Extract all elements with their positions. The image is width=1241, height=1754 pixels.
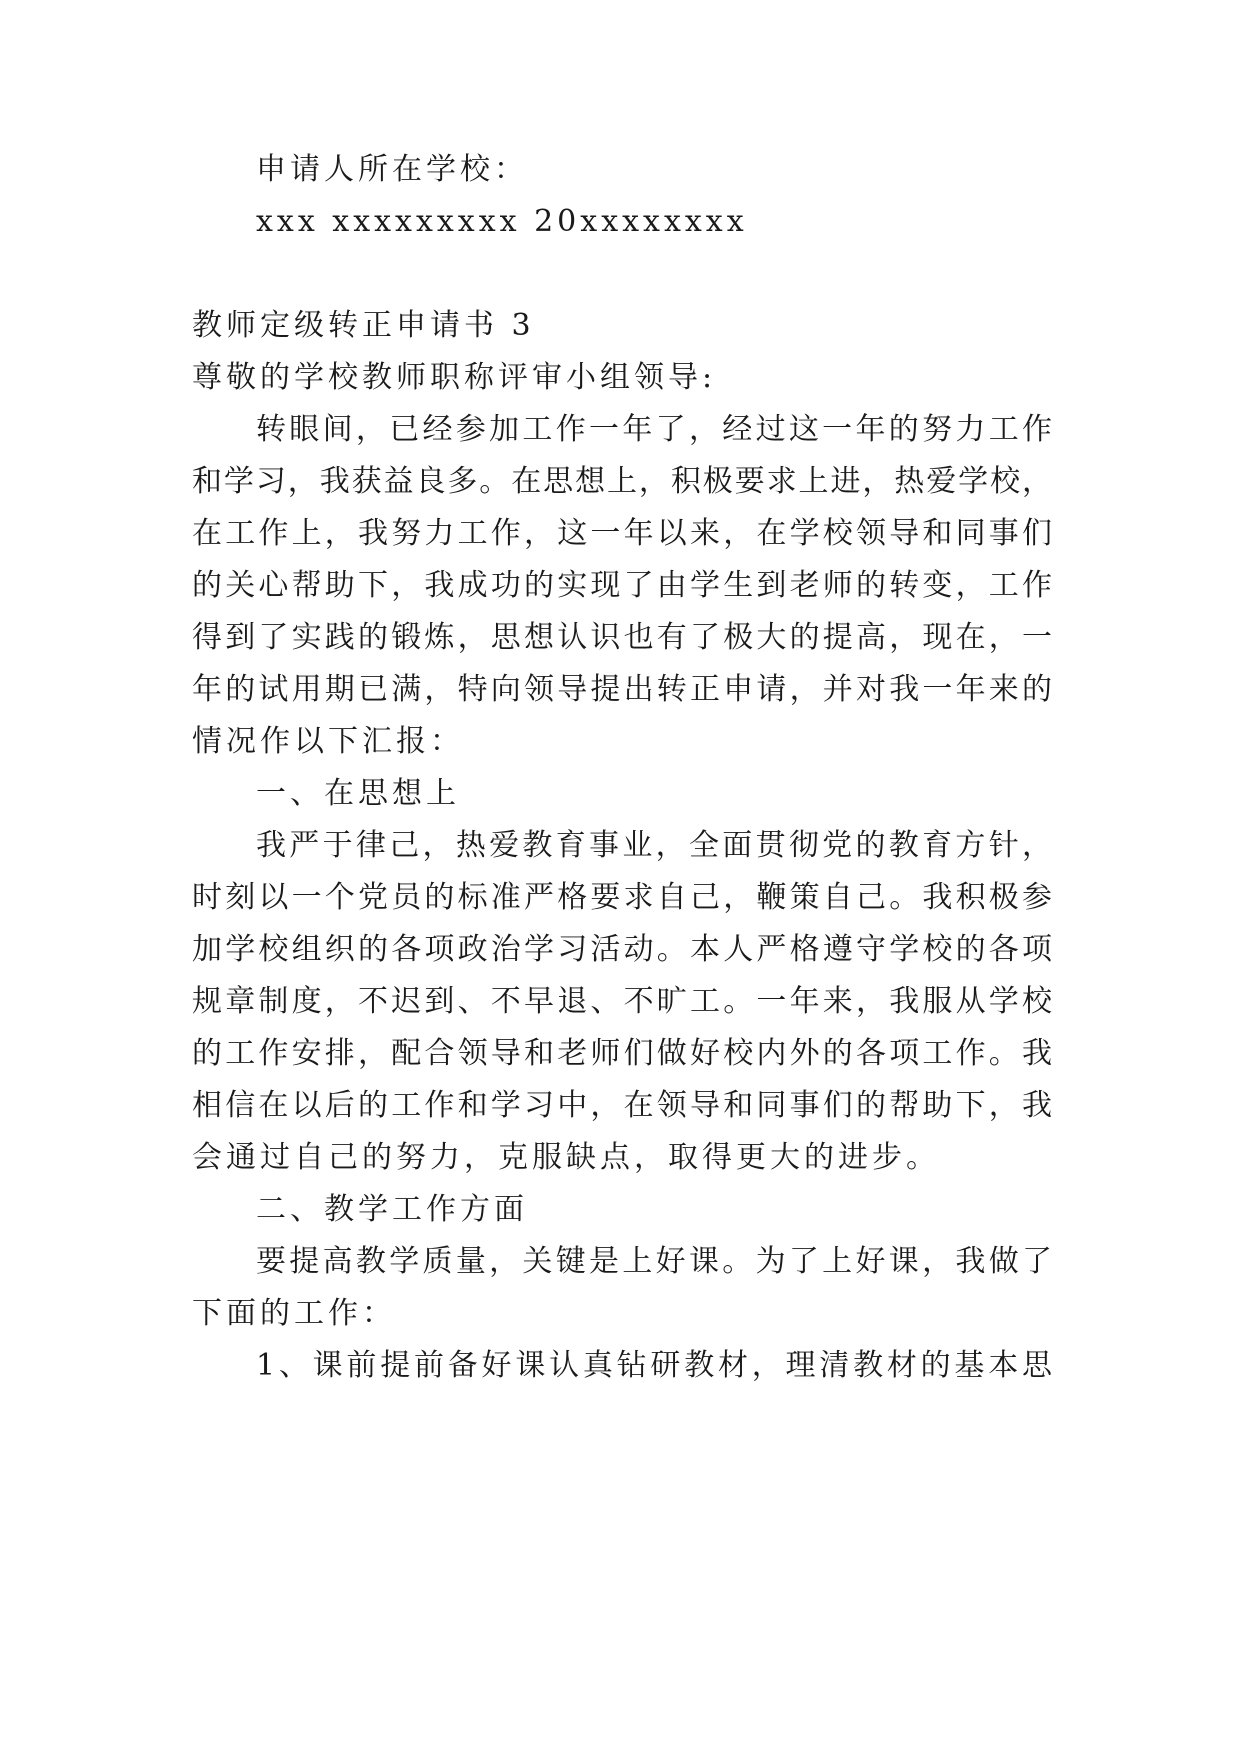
section1-line: 加学校组织的各项政治学习活动。本人严格遵守学校的各项 bbox=[192, 932, 1052, 967]
section1-line: 规章制度，不迟到、不早退、不旷工。一年来，我服从学校 bbox=[192, 984, 1052, 1019]
intro-line: 转眼间，已经参加工作一年了，经过这一年的努力工作 bbox=[256, 412, 1052, 447]
intro-line: 和学习，我获益良多。在思想上，积极要求上进，热爱学校， bbox=[192, 464, 1052, 499]
section2-line: 下面的工作： bbox=[192, 1296, 396, 1331]
intro-line: 的关心帮助下，我成功的实现了由学生到老师的转变，工作 bbox=[192, 568, 1052, 603]
item1-line: 1、课前提前备好课认真钻研教材，理清教材的基本思 bbox=[256, 1348, 1052, 1383]
section1-line: 我严于律己，热爱教育事业，全面贯彻党的教育方针， bbox=[256, 828, 1052, 863]
intro-line: 年的试用期已满，特向领导提出转正申请，并对我一年来的 bbox=[192, 672, 1052, 707]
date-line: xxx xxxxxxxxx 20xxxxxxxx bbox=[256, 204, 748, 239]
intro-line: 情况作以下汇报： bbox=[192, 724, 464, 759]
section2-heading: 二、教学工作方面 bbox=[256, 1192, 528, 1227]
salutation: 尊敬的学校教师职称评审小组领导: bbox=[192, 360, 717, 395]
intro-line: 得到了实践的锻炼，思想认识也有了极大的提高，现在，一 bbox=[192, 620, 1052, 655]
section1-line: 时刻以一个党员的标准严格要求自己，鞭策自己。我积极参 bbox=[192, 880, 1052, 915]
section1-heading: 一、在思想上 bbox=[256, 776, 460, 811]
intro-line: 在工作上，我努力工作，这一年以来，在学校领导和同事们 bbox=[192, 516, 1052, 551]
section1-line: 的工作安排，配合领导和老师们做好校内外的各项工作。我 bbox=[192, 1036, 1052, 1071]
section2-line: 要提高教学质量，关键是上好课。为了上好课，我做了 bbox=[256, 1244, 1052, 1279]
section1-line: 会通过自己的努力，克服缺点，取得更大的进步。 bbox=[192, 1140, 940, 1175]
document-title: 教师定级转正申请书 3 bbox=[192, 308, 535, 343]
school-label: 申请人所在学校： bbox=[256, 152, 528, 187]
section1-line: 相信在以后的工作和学习中，在领导和同事们的帮助下，我 bbox=[192, 1088, 1052, 1123]
